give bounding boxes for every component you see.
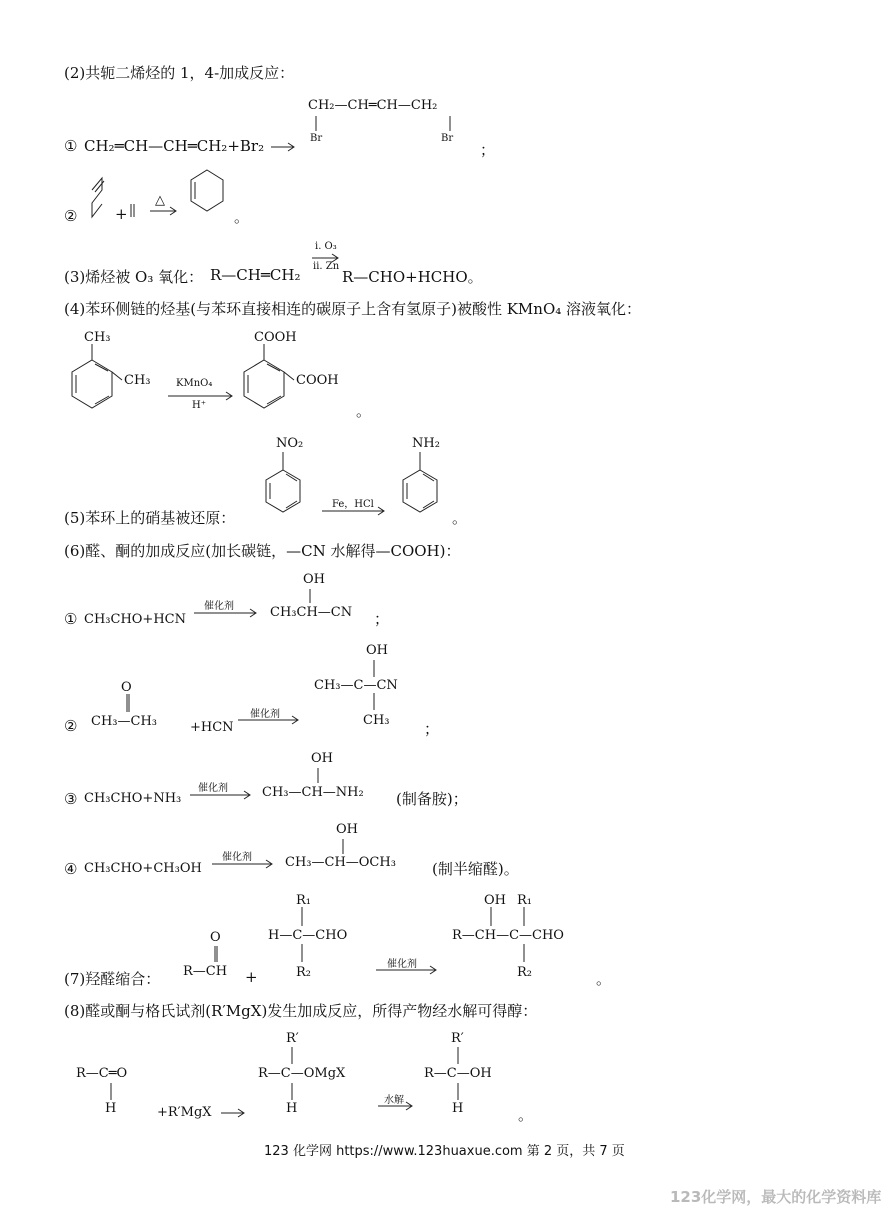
e2-oh: OH <box>366 643 388 658</box>
e4-lhs: CH₃CHO+CH₃OH <box>84 861 202 876</box>
e3-label: ③ <box>64 790 78 808</box>
e1-end: ； <box>374 610 390 628</box>
e3-cat: 催化剂 <box>198 783 228 794</box>
xylene-ch3-side: CH₃ <box>124 373 151 388</box>
r8-mid-rp: R′ <box>286 1031 299 1046</box>
r8-cond: 水解 <box>384 1095 404 1106</box>
r7-p-oh: OH <box>484 893 506 908</box>
section-2-heading: (2)共轭二烯烃的 1，4-加成反应： <box>64 64 295 82</box>
section-7-heading: (7)羟醛缩合： <box>64 970 161 988</box>
r7-rch: R—CH <box>183 964 228 979</box>
r8-alcohol: R—C—OH <box>424 1066 492 1081</box>
e3-oh: OH <box>311 751 333 766</box>
ozonolysis-cond2: ⅱ. Zn <box>313 261 340 272</box>
br-left: Br <box>310 133 323 144</box>
r8-h-right: H <box>452 1101 464 1116</box>
r7-end: 。 <box>596 970 612 988</box>
heat-symbol: △ <box>155 193 165 208</box>
nh2-label: NH₂ <box>412 436 440 451</box>
e1-oh: OH <box>303 572 325 587</box>
r8-end: 。 <box>518 1106 534 1124</box>
e2-product: CH₃—C—CN <box>314 678 398 693</box>
r4-end: 。 <box>356 402 372 420</box>
eq2-plus: + <box>115 205 128 223</box>
section-6-heading: (6)醛、酮的加成反应(加长碳链，—CN 水解得—COOH)： <box>64 542 461 560</box>
e2-bottom-ch3: CH₃ <box>363 713 390 728</box>
r7-r2: R₂ <box>296 965 311 980</box>
e4-label: ④ <box>64 860 78 878</box>
e2-end: ； <box>424 720 440 738</box>
cooh-top: COOH <box>254 330 297 345</box>
r7-o: O <box>210 930 221 945</box>
e2-plus-hcn: +HCN <box>190 720 234 735</box>
br-right: Br <box>441 133 454 144</box>
e2-label: ② <box>64 717 78 735</box>
r7-p-r1: R₁ <box>517 893 532 908</box>
r7-product: R—CH—C—CHO <box>452 928 564 943</box>
section-8-heading: (8)醛或酮与格氏试剂(R′MgX)发生加成反应，所得产物经水解可得醇： <box>64 1002 538 1020</box>
eq2-end: 。 <box>234 208 250 226</box>
kmno4-cond: KMnO₄ <box>176 378 213 389</box>
r7-plus: + <box>245 968 258 986</box>
cooh-side: COOH <box>296 373 339 388</box>
r7-hc: H—C—CHO <box>268 928 348 943</box>
e4-oh: OH <box>336 822 358 837</box>
r8-plus-grignard: +R′MgX <box>157 1105 212 1120</box>
e2-acetone: CH₃—CH₃ <box>91 714 157 729</box>
xylene-ch3-top: CH₃ <box>84 330 111 345</box>
r8-intermediate: R—C—OMgX <box>258 1066 346 1081</box>
e4-product: CH₃—CH—OCH₃ <box>285 855 396 870</box>
page-footer: 123 化学网 https://www.123huaxue.com 第 2 页，共 7 页 <box>264 1144 625 1159</box>
r7-cat: 催化剂 <box>387 959 417 970</box>
e2-cat: 催化剂 <box>250 709 280 720</box>
e1-lhs: CH₃CHO+HCN <box>84 612 186 627</box>
eq1-reactants: CH₂═CH—CH═CH₂+Br₂ <box>84 137 265 155</box>
e3-lhs: CH₃CHO+NH₃ <box>84 791 182 806</box>
e2-o: O <box>121 680 132 695</box>
r8-h-left: H <box>105 1101 117 1116</box>
e1-product: CH₃CH—CN <box>270 605 353 620</box>
section-3-heading: (3)烯烃被 O₃ 氧化： <box>64 268 204 286</box>
r7-r1: R₁ <box>296 893 311 908</box>
r5-end: 。 <box>452 509 468 527</box>
e3-note: (制备胺)； <box>396 790 468 808</box>
ozonolysis-cond1: ⅰ. O₃ <box>315 241 337 252</box>
fe-hcl-cond: Fe，HCl <box>332 499 374 510</box>
no2-label: NO₂ <box>276 436 304 451</box>
ozonolysis-products: R—CHO+HCHO。 <box>342 268 483 286</box>
section-5-heading: (5)苯环上的硝基被还原： <box>64 509 236 527</box>
ozonolysis-reactant: R—CH═CH₂ <box>210 266 301 284</box>
e1-cat: 催化剂 <box>204 601 234 612</box>
eq1-label: ① <box>64 137 78 155</box>
r8-prod-rp: R′ <box>451 1031 464 1046</box>
r8-aldehyde: R—C═O <box>76 1066 128 1081</box>
section-4-heading: (4)苯环侧链的烃基(与苯环直接相连的碳原子上含有氢原子)被酸性 KMnO₄ 溶液氧化： <box>64 300 642 318</box>
watermark: 123化学网，最大的化学资料库 <box>670 1188 882 1206</box>
r7-p-r2: R₂ <box>517 965 532 980</box>
e3-product: CH₃—CH—NH₂ <box>262 785 364 800</box>
h-plus-cond: H⁺ <box>192 400 206 411</box>
r8-h-mid: H <box>286 1101 298 1116</box>
e1-label: ① <box>64 610 78 628</box>
eq2-label: ② <box>64 207 78 225</box>
e4-cat: 催化剂 <box>222 852 252 863</box>
eq1-product-chain: CH₂—CH═CH—CH₂ <box>308 98 438 113</box>
eq1-end: ； <box>480 141 496 159</box>
e4-note: (制半缩醛)。 <box>432 860 519 878</box>
